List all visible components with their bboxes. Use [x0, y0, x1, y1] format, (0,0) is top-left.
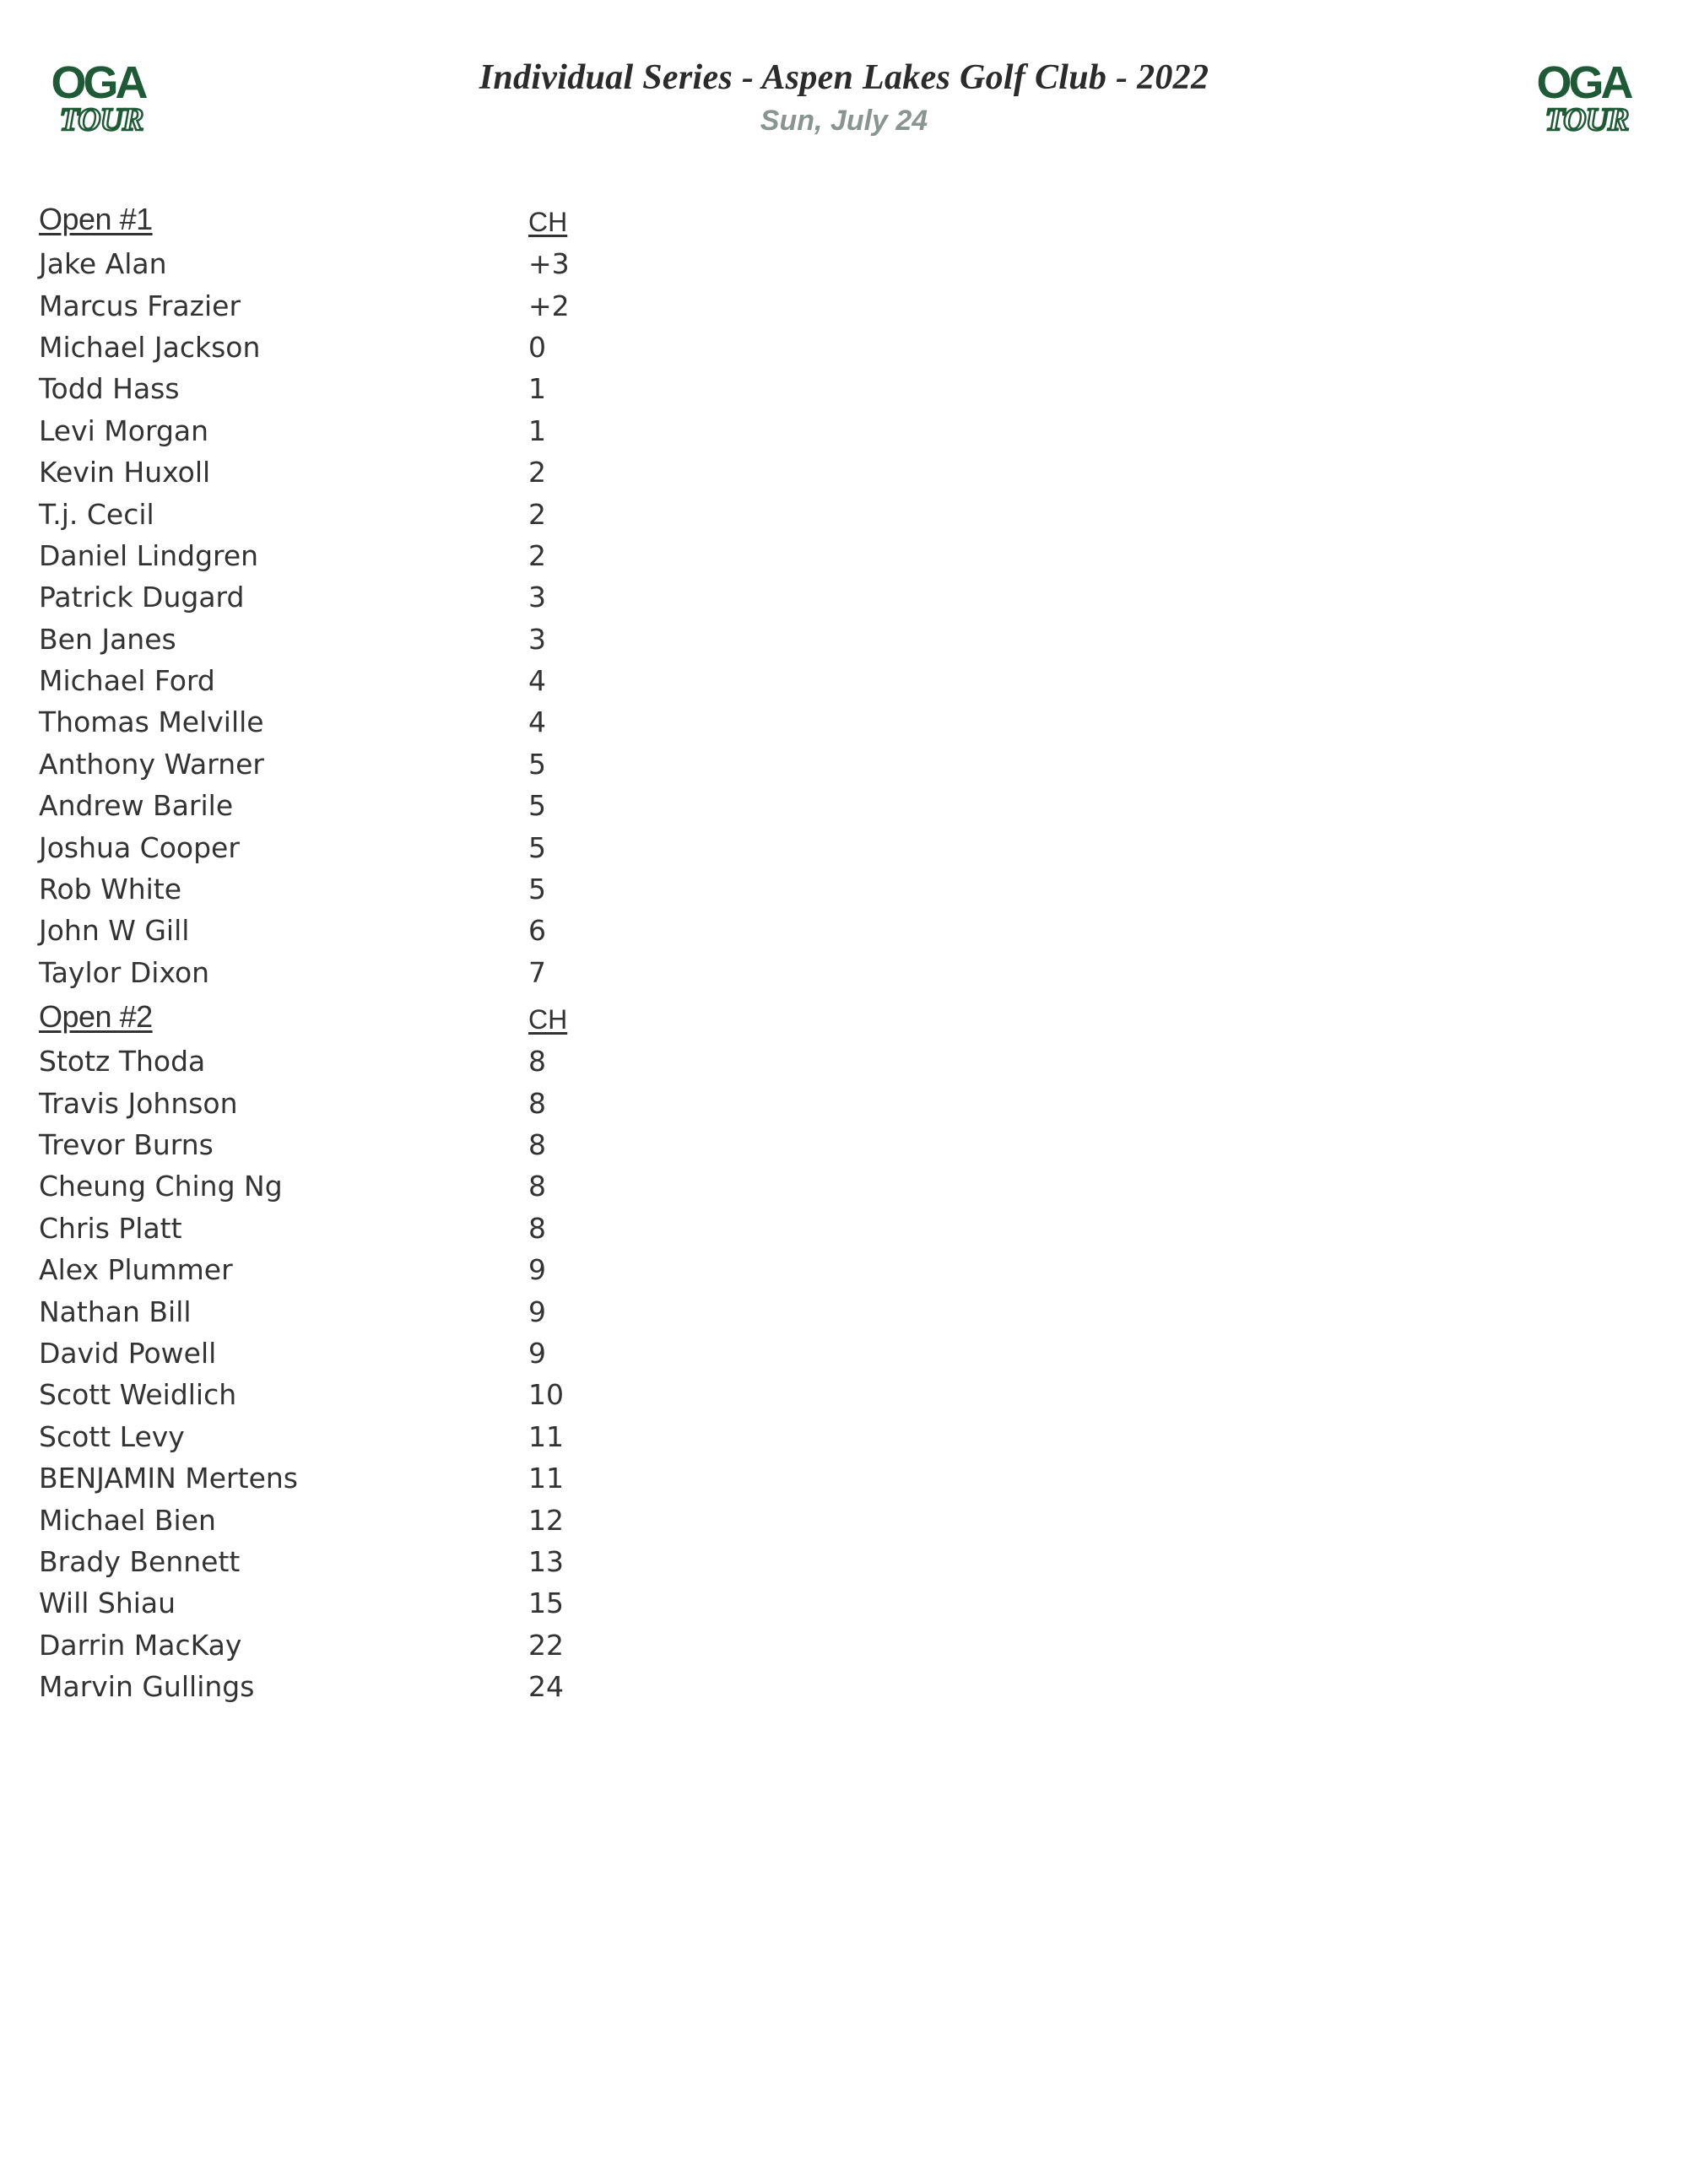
player-row — [39, 1165, 680, 1207]
player-name: Jake Alan — [39, 247, 167, 281]
player-row — [39, 1541, 680, 1582]
player-name: Scott Levy — [39, 1419, 185, 1453]
player-name: Cheung Ching Ng — [39, 1170, 283, 1203]
player-row — [39, 493, 680, 534]
player-course-handicap: 8 — [528, 1086, 546, 1120]
player-course-handicap: 6 — [528, 914, 546, 948]
page-title: Individual Series - Aspen Lakes Golf Club - 2022 — [479, 58, 1209, 97]
player-name: Michael Bien — [39, 1503, 216, 1537]
group-heading-row — [39, 993, 680, 1041]
player-course-handicap: 13 — [528, 1544, 564, 1578]
player-row — [39, 1290, 680, 1332]
group-heading: Open #2 — [39, 999, 153, 1035]
player-row — [39, 868, 680, 910]
player-name: Joshua Cooper — [39, 830, 240, 864]
player-roster — [39, 196, 680, 1707]
player-name: Ben Janes — [39, 622, 176, 656]
player-row — [39, 243, 680, 284]
player-course-handicap: 8 — [528, 1045, 546, 1078]
group-heading: Open #1 — [39, 202, 153, 236]
player-name: Rob White — [39, 873, 182, 906]
player-course-handicap: 8 — [528, 1211, 546, 1245]
logo-text-bottom: TOUR — [1545, 102, 1629, 137]
player-course-handicap: 4 — [528, 705, 546, 739]
player-row — [39, 1124, 680, 1165]
player-course-handicap: +3 — [528, 247, 570, 281]
player-row — [39, 576, 680, 618]
player-name: Marvin Gullings — [39, 1670, 255, 1704]
player-name: T.j. Cecil — [39, 497, 154, 531]
player-row — [39, 1499, 680, 1540]
player-course-handicap: 2 — [528, 456, 546, 489]
player-name: Andrew Barile — [39, 789, 234, 823]
player-row — [39, 743, 680, 785]
player-course-handicap: 12 — [528, 1503, 564, 1537]
player-name: Marcus Frazier — [39, 289, 241, 322]
player-row — [39, 826, 680, 868]
player-course-handicap: 5 — [528, 747, 546, 781]
player-course-handicap: 5 — [528, 830, 546, 864]
player-course-handicap: 9 — [528, 1295, 546, 1328]
player-name: BENJAMIN Mertens — [39, 1462, 298, 1495]
player-name: Stotz Thoda — [39, 1045, 206, 1078]
player-row — [39, 619, 680, 660]
player-row — [39, 1208, 680, 1249]
player-course-handicap: 24 — [528, 1670, 564, 1704]
logo-text-bottom: TOUR — [59, 102, 143, 137]
player-course-handicap: 22 — [528, 1628, 564, 1662]
player-course-handicap: 5 — [528, 789, 546, 823]
ch-column-header: CH — [528, 206, 568, 237]
player-row — [39, 1457, 680, 1499]
player-course-handicap: 11 — [528, 1419, 564, 1453]
player-name: Trevor Burns — [39, 1128, 214, 1161]
event-date: Sun, July 24 — [760, 105, 928, 137]
player-name: Levi Morgan — [39, 414, 209, 447]
logo-text-top: OGA — [1536, 57, 1631, 108]
player-name: Daniel Lindgren — [39, 538, 259, 572]
player-course-handicap: +2 — [528, 289, 570, 322]
player-name: Kevin Huxoll — [39, 456, 211, 489]
player-row — [39, 327, 680, 368]
player-name: John W Gill — [39, 914, 190, 948]
player-course-handicap: 5 — [528, 873, 546, 906]
player-name: Anthony Warner — [39, 747, 264, 781]
player-row — [39, 535, 680, 576]
player-row — [39, 368, 680, 409]
player-name: Thomas Melville — [39, 705, 264, 739]
player-row — [39, 1666, 680, 1707]
player-row — [39, 451, 680, 493]
player-name: Michael Jackson — [39, 330, 261, 364]
player-course-handicap: 8 — [528, 1128, 546, 1161]
player-course-handicap: 1 — [528, 414, 546, 447]
player-name: Scott Weidlich — [39, 1378, 237, 1412]
player-row — [39, 660, 680, 701]
player-course-handicap: 0 — [528, 330, 546, 364]
player-row — [39, 1041, 680, 1082]
player-row — [39, 410, 680, 451]
player-row — [39, 1333, 680, 1374]
player-name: David Powell — [39, 1336, 217, 1370]
player-course-handicap: 4 — [528, 664, 546, 698]
player-course-handicap: 2 — [528, 497, 546, 531]
player-name: Michael Ford — [39, 664, 215, 698]
player-row — [39, 1416, 680, 1457]
player-row — [39, 284, 680, 326]
player-course-handicap: 3 — [528, 622, 546, 656]
group-heading-row — [39, 196, 680, 243]
player-name: Taylor Dixon — [39, 955, 210, 989]
player-name: Will Shiau — [39, 1587, 176, 1620]
player-course-handicap: 7 — [528, 955, 546, 989]
player-course-handicap: 1 — [528, 372, 546, 406]
player-course-handicap: 3 — [528, 581, 546, 614]
player-course-handicap: 9 — [528, 1253, 546, 1287]
player-name: Alex Plummer — [39, 1253, 233, 1287]
player-name: Todd Hass — [39, 372, 180, 406]
player-name: Patrick Dugard — [39, 581, 245, 614]
player-name: Nathan Bill — [39, 1295, 192, 1328]
player-name: Darrin MacKay — [39, 1628, 242, 1662]
ch-column-header: CH — [528, 1003, 568, 1035]
player-course-handicap: 8 — [528, 1170, 546, 1203]
player-course-handicap: 2 — [528, 538, 546, 572]
player-name: Chris Platt — [39, 1211, 182, 1245]
player-course-handicap: 11 — [528, 1462, 564, 1495]
player-row — [39, 1249, 680, 1290]
player-name: Brady Bennett — [39, 1544, 241, 1578]
player-row — [39, 910, 680, 951]
player-row — [39, 1624, 680, 1666]
player-row — [39, 952, 680, 993]
page-header — [0, 54, 1688, 140]
player-row — [39, 701, 680, 743]
logo-text-top: OGA — [51, 57, 145, 108]
player-row — [39, 1082, 680, 1123]
player-course-handicap: 10 — [528, 1378, 564, 1412]
player-course-handicap: 15 — [528, 1587, 564, 1620]
player-row — [39, 1374, 680, 1415]
player-name: Travis Johnson — [39, 1086, 238, 1120]
player-row — [39, 785, 680, 826]
player-course-handicap: 9 — [528, 1336, 546, 1370]
player-row — [39, 1582, 680, 1624]
